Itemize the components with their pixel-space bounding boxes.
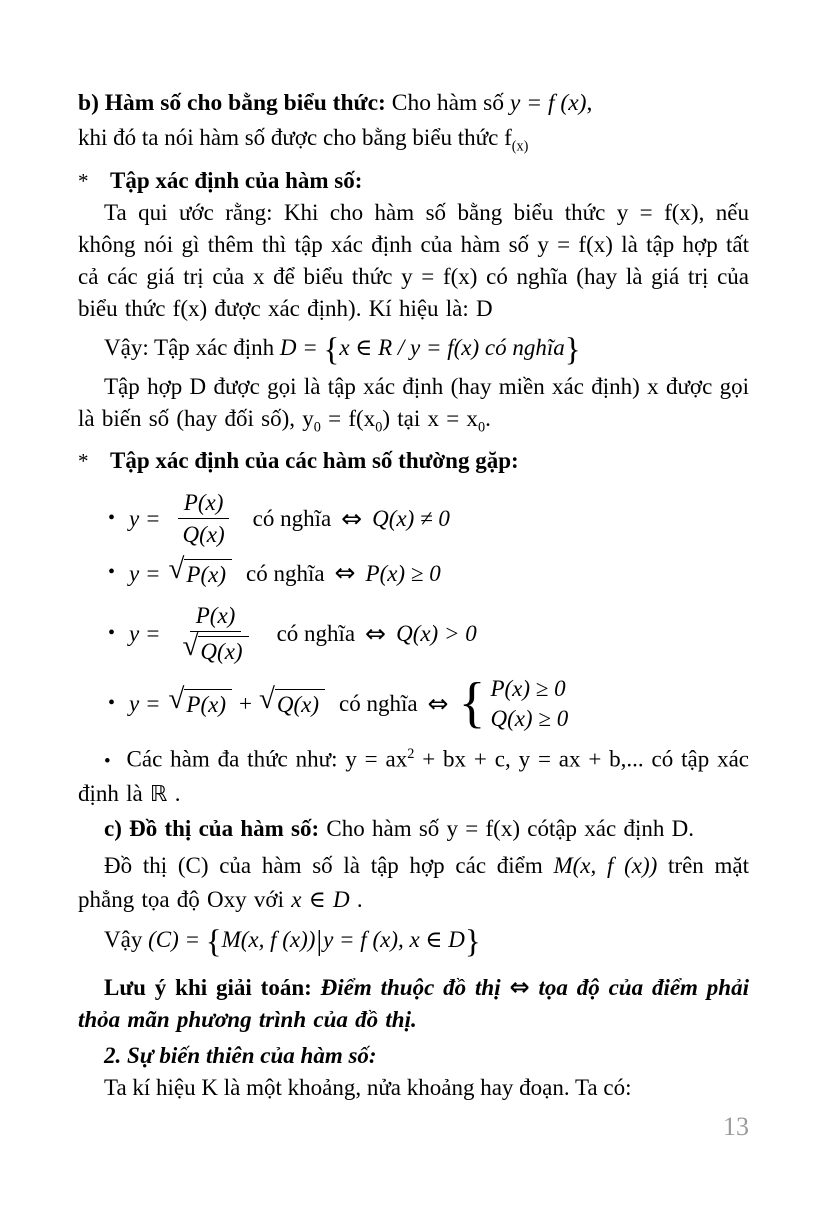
luu-y-paragraph xyxy=(78,971,749,1036)
tap-xac-dinh-paragraph: Ta qui ước rằng: Khi cho hàm số bằng biểu thức y = f(x), nếu không nói gì thêm thì tập xác định của hàm số y = f(x) là tập hợp tất cả các giá trị của x để biểu thức y = f(x) có nghĩa (hay là giá trị của biểu thức f(x) được xác định). Kí hiệu là: D xyxy=(78,199,749,321)
section-2-heading: 2. Sự biến thiên của hàm số: xyxy=(104,1043,377,1069)
vay-label: Vậy: Tập xác định xyxy=(104,334,280,360)
co-nghia-text: có nghĩa xyxy=(339,691,418,717)
asterisk-marker: * xyxy=(78,168,89,193)
do-thi-paragraph xyxy=(78,849,749,917)
radicand: P(x) xyxy=(184,689,232,718)
radicand: Q(x) xyxy=(275,689,325,718)
bien-so-text-c: ) tại x = x xyxy=(382,405,478,431)
co-nghia-text: có nghĩa xyxy=(246,560,325,586)
section-b-intro: Cho hàm số xyxy=(391,90,510,116)
fraction-denominator xyxy=(177,632,255,665)
luu-y-label: Lưu ý khi giải toán: xyxy=(104,975,321,1001)
double-arrow-icon: ⇔ xyxy=(509,973,530,1002)
do-thi-text-end: . xyxy=(349,887,363,913)
vay-do-thi-line xyxy=(78,919,749,963)
radicand: Q(x) xyxy=(198,636,248,665)
double-arrow-icon: ⇔ xyxy=(427,689,449,719)
tap-xac-dinh-heading-row xyxy=(78,165,749,197)
math-c-equals: (C) = xyxy=(148,927,206,953)
formula-rational-sqrt xyxy=(108,602,749,665)
square-root xyxy=(258,683,325,718)
section-b-line2 xyxy=(78,122,749,163)
double-arrow-icon: ⇔ xyxy=(365,618,387,648)
math-m-point: M(x, f (x)) xyxy=(221,927,316,953)
vay-label: Vậy xyxy=(104,927,149,953)
radical-icon: √ xyxy=(168,683,185,716)
section-b-heading-line xyxy=(78,84,749,122)
polynomial-text-b: + bx + c, y = ax + b,... có tập xác định là xyxy=(78,747,749,807)
cases-brace: { xyxy=(458,672,486,735)
square-root xyxy=(168,552,233,588)
polynomial-text-a: Các hàm đa thức như: y = ax xyxy=(118,747,408,773)
bien-so-text-d: . xyxy=(485,405,491,431)
formula-sqrt xyxy=(108,552,749,588)
formula-sum-of-sqrts xyxy=(108,672,749,735)
double-arrow-icon: ⇔ xyxy=(334,558,356,588)
left-brace: { xyxy=(205,924,222,961)
condition: Q(x) > 0 xyxy=(396,621,477,646)
co-nghia-text: có nghĩa xyxy=(252,506,332,532)
math-x-in-d: x ∈ D xyxy=(291,887,350,913)
set-definition-body: x ∈ R / y = f(x) có nghĩa xyxy=(339,334,565,360)
co-nghia-text: có nghĩa xyxy=(276,621,356,646)
do-thi-text-a: Đồ thị (C) của hàm số là tập hợp các điểm xyxy=(104,853,554,879)
math-y-equals: y = xyxy=(129,691,161,717)
radical-icon: √ xyxy=(182,630,199,663)
system-of-conditions xyxy=(458,672,569,735)
fraction-numerator: P(x) xyxy=(178,489,230,519)
tap-xac-dinh-heading: Tập xác định của hàm số: xyxy=(110,167,363,193)
real-numbers-symbol: ℝ xyxy=(150,782,168,808)
subscript-zero-1: 0 xyxy=(313,419,321,436)
polynomial-bullet-paragraph xyxy=(78,738,749,811)
bullet-icon: • xyxy=(108,692,116,715)
formula-rational xyxy=(108,489,749,548)
f-subscript-x: (x) xyxy=(511,138,529,155)
case-condition-2: Q(x) ≥ 0 xyxy=(490,706,569,732)
bullet-icon: • xyxy=(108,561,116,584)
section-2-body: Ta kí hiệu K là một khoảng, nửa khoảng hay đoạn. Ta có: xyxy=(104,1075,632,1101)
radical-icon: √ xyxy=(258,683,275,716)
bullet-icon: • xyxy=(108,621,116,644)
fraction xyxy=(177,489,231,548)
cases-rows xyxy=(490,675,568,732)
bullet-icon: • xyxy=(108,507,116,530)
plus-sign: + xyxy=(239,691,252,717)
subscript-zero-3: 0 xyxy=(477,419,486,436)
double-arrow-icon: ⇔ xyxy=(341,504,363,534)
section-b-title: b) Hàm số cho bằng biểu thức: xyxy=(78,90,392,116)
set-condition-body: y = f (x), x ∈ D xyxy=(323,927,465,953)
case-condition-1: P(x) ≥ 0 xyxy=(490,676,566,702)
math-y-equals: y = xyxy=(129,506,161,532)
subscript-zero-2: 0 xyxy=(375,419,383,436)
thuong-gap-heading: Tập xác định của các hàm số thường gặp: xyxy=(110,448,519,474)
section-c-heading-paragraph xyxy=(78,813,749,845)
polynomial-text-c: . xyxy=(167,781,181,807)
vertical-bar: | xyxy=(316,926,323,958)
fraction-numerator: P(x) xyxy=(190,602,242,632)
radical-icon: √ xyxy=(168,552,185,585)
math-d-equals: D = xyxy=(279,334,324,360)
asterisk-marker: * xyxy=(78,449,89,474)
bien-so-paragraph xyxy=(78,371,749,444)
bullet-icon: • xyxy=(104,751,111,773)
right-brace: } xyxy=(464,924,481,961)
section-b-line2-text: khi đó ta nói hàm số được cho bằng biểu thức f xyxy=(78,125,512,150)
section-c-rest: Cho hàm số y = f(x) cótập xác định D. xyxy=(326,816,694,842)
fraction-denominator: Q(x) xyxy=(182,522,225,548)
formula-y-equals-fx: y = f (x) xyxy=(509,90,587,116)
right-brace: } xyxy=(564,331,581,368)
math-y-equals: y = xyxy=(129,560,161,586)
math-point-m: M(x, f (x)) xyxy=(553,853,658,879)
superscript-two: 2 xyxy=(407,746,415,763)
bien-so-text-b: = f(x xyxy=(320,405,376,431)
math-y-equals: y = xyxy=(129,621,161,646)
page-number: 13 xyxy=(723,1112,749,1142)
left-brace: { xyxy=(323,331,340,368)
condition: Q(x) ≠ 0 xyxy=(372,506,450,532)
formula-trailing-comma: , xyxy=(586,90,593,116)
luu-y-italic-b: tọa độ của điểm phải thỏa mãn phương trình của đồ thị. xyxy=(78,975,749,1033)
square-root xyxy=(168,683,233,718)
fraction xyxy=(177,602,255,665)
thuong-gap-heading-row xyxy=(78,445,749,477)
radicand: P(x) xyxy=(184,559,232,588)
do-thi-text-b: trên mặt phẳng tọa độ Oxy với xyxy=(78,853,749,913)
bien-so-text-a: Tập hợp D được gọi là tập xác định (hay miền xác định) x được gọi là biến số (hay đối số), y xyxy=(78,373,749,431)
luu-y-italic-a: Điểm thuộc đồ thị xyxy=(320,975,510,1001)
square-root xyxy=(182,630,249,665)
condition: P(x) ≥ 0 xyxy=(365,560,441,586)
vay-dinh-nghia-line xyxy=(78,327,749,369)
section-c-title: c) Đồ thị của hàm số: xyxy=(104,816,327,842)
